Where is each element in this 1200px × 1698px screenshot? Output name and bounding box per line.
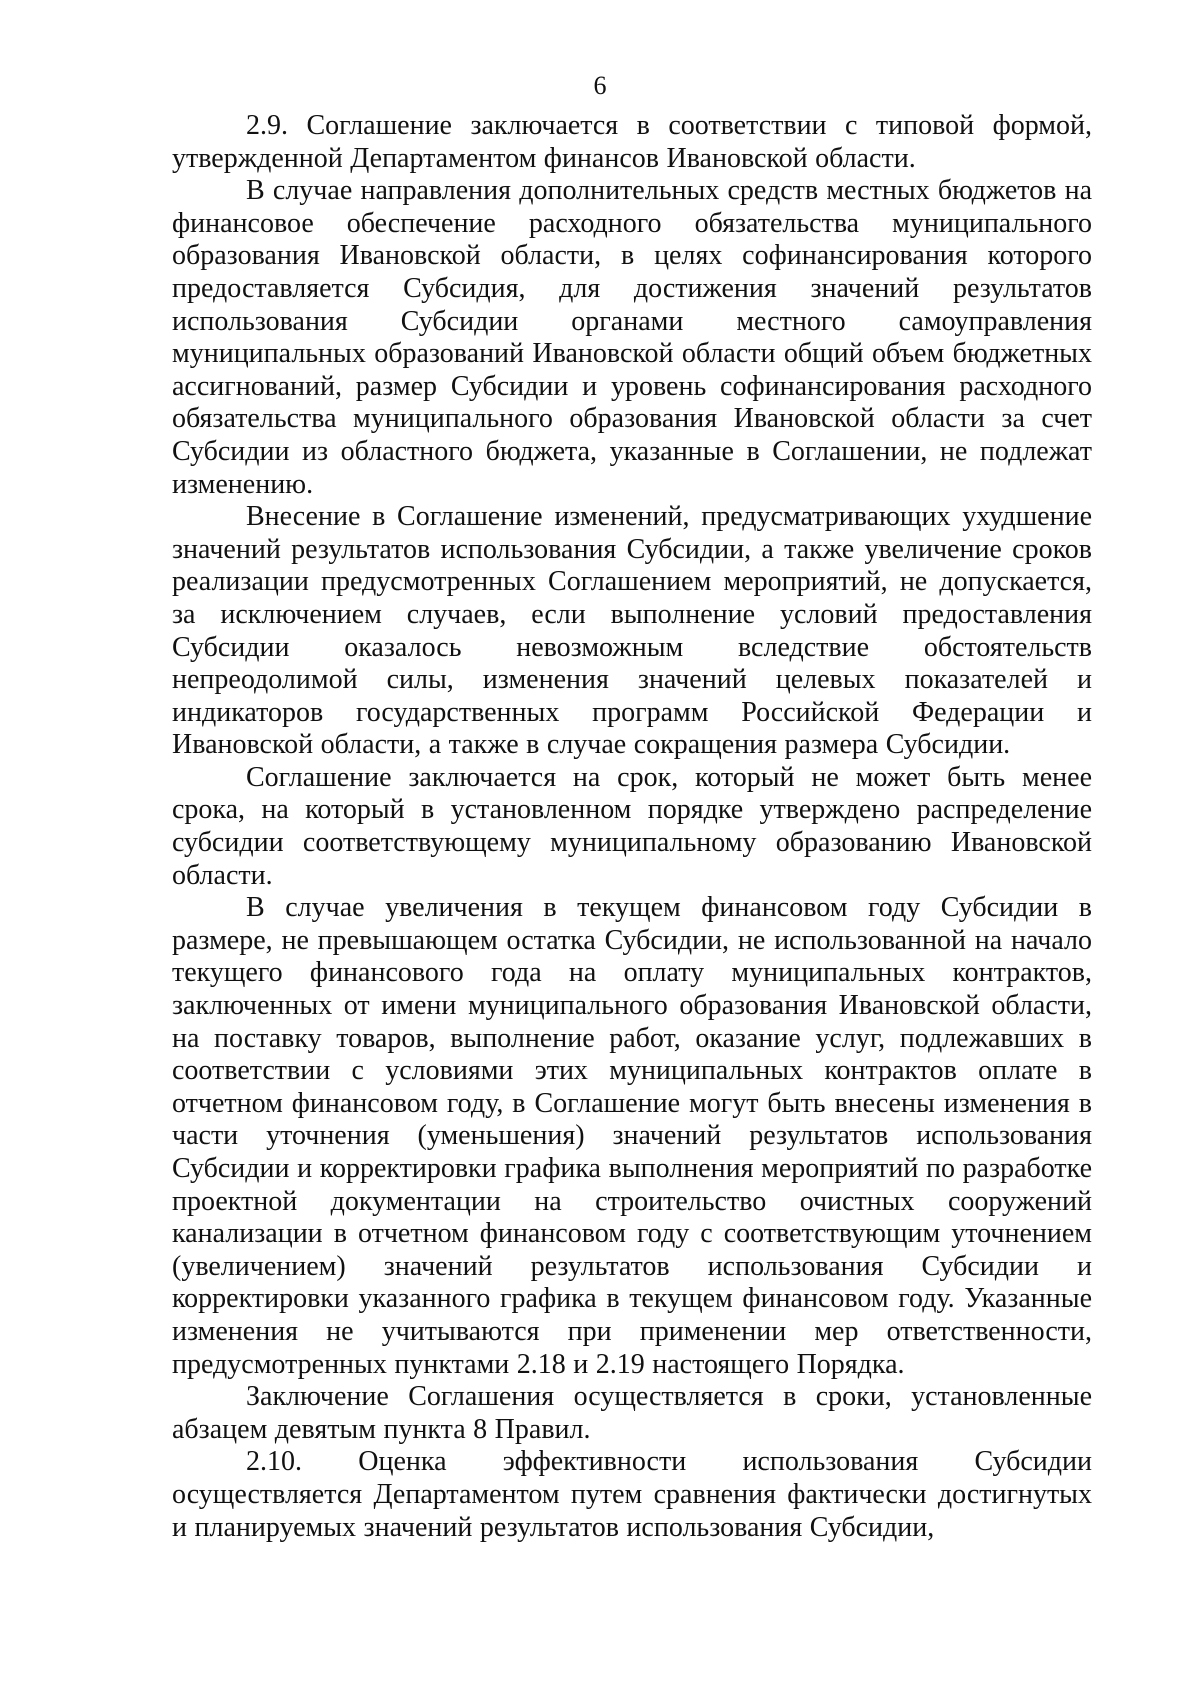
document-body <box>172 110 1092 1544</box>
page-number: 6 <box>593 71 607 100</box>
paragraph-agreement-term: Соглашение заключается на срок, который не может быть менее срока, на который в установленном порядке утверждено распределение субсидии соответствующему муниципальному образованию Ивановской области. <box>172 761 1092 891</box>
paragraph-additional-funds: В случае направления дополнительных средств местных бюджетов на финансовое обеспечение расходного обязательства муниципального образования Ивановской области, в целях софинансирования которого предоставляется Субсидия, для достижения значений результатов использования Субсидии органами местного самоуправления муниципальных образований Ивановской области общий объем бюджетных ассигнований, размер Субсидии и уровень софинансирования расходного обязательства муниципального образования Ивановской области за счет Субсидии из областного бюджета, указанные в Соглашении, не подлежат изменению. <box>172 175 1092 500</box>
paragraph-conclusion-deadlines: Заключение Соглашения осуществляется в сроки, установленные абзацем девятым пункта 8 Правил. <box>172 1381 1092 1445</box>
paragraph-2-10: 2.10. Оценка эффективности использования Субсидии осуществляется Департаментом путем сравнения фактически достигнутых и планируемых значений результатов использования Субсидии, <box>172 1446 1092 1543</box>
paragraph-amendments: Внесение в Соглашение изменений, предусматривающих ухудшение значений результатов использования Субсидии, а также увеличение сроков реализации предусмотренных Соглашением мероприятий, не допускается, за исключением случаев, если выполнение условий предоставления Субсидии оказалось невозможным вследствие обстоятельств непреодолимой силы, изменения значений целевых показателей и индикаторов государственных программ Российской Федерации и Ивановской области, а также в случае сокращения размера Субсидии. <box>172 501 1092 761</box>
paragraph-2-9: 2.9. Соглашение заключается в соответствии с типовой формой, утвержденной Департаментом финансов Ивановской области. <box>172 110 1092 174</box>
paragraph-subsidy-increase: В случае увеличения в текущем финансовом году Субсидии в размере, не превышающем остатка Субсидии, не использованной на начало текущего финансового года на оплату муниципальных контрактов, заключенных от имени муниципального образования Ивановской области, на поставку товаров, выполнение работ, оказание услуг, подлежавших в соответствии с условиями этих муниципальных контрактов оплате в отчетном финансовом году, в Соглашение могут быть внесены изменения в части уточнения (уменьшения) значений результатов использования Субсидии и корректировки графика выполнения мероприятий по разработке проектной документации на строительство очистных сооружений канализации в отчетном финансовом году с соответствующим уточнением (увеличением) значений результатов использования Субсидии и корректировки указанного графика в текущем финансовом году. Указанные изменения не учитываются при применении мер ответственности, предусмотренных пунктами 2.18 и 2.19 настоящего Порядка. <box>172 892 1092 1380</box>
